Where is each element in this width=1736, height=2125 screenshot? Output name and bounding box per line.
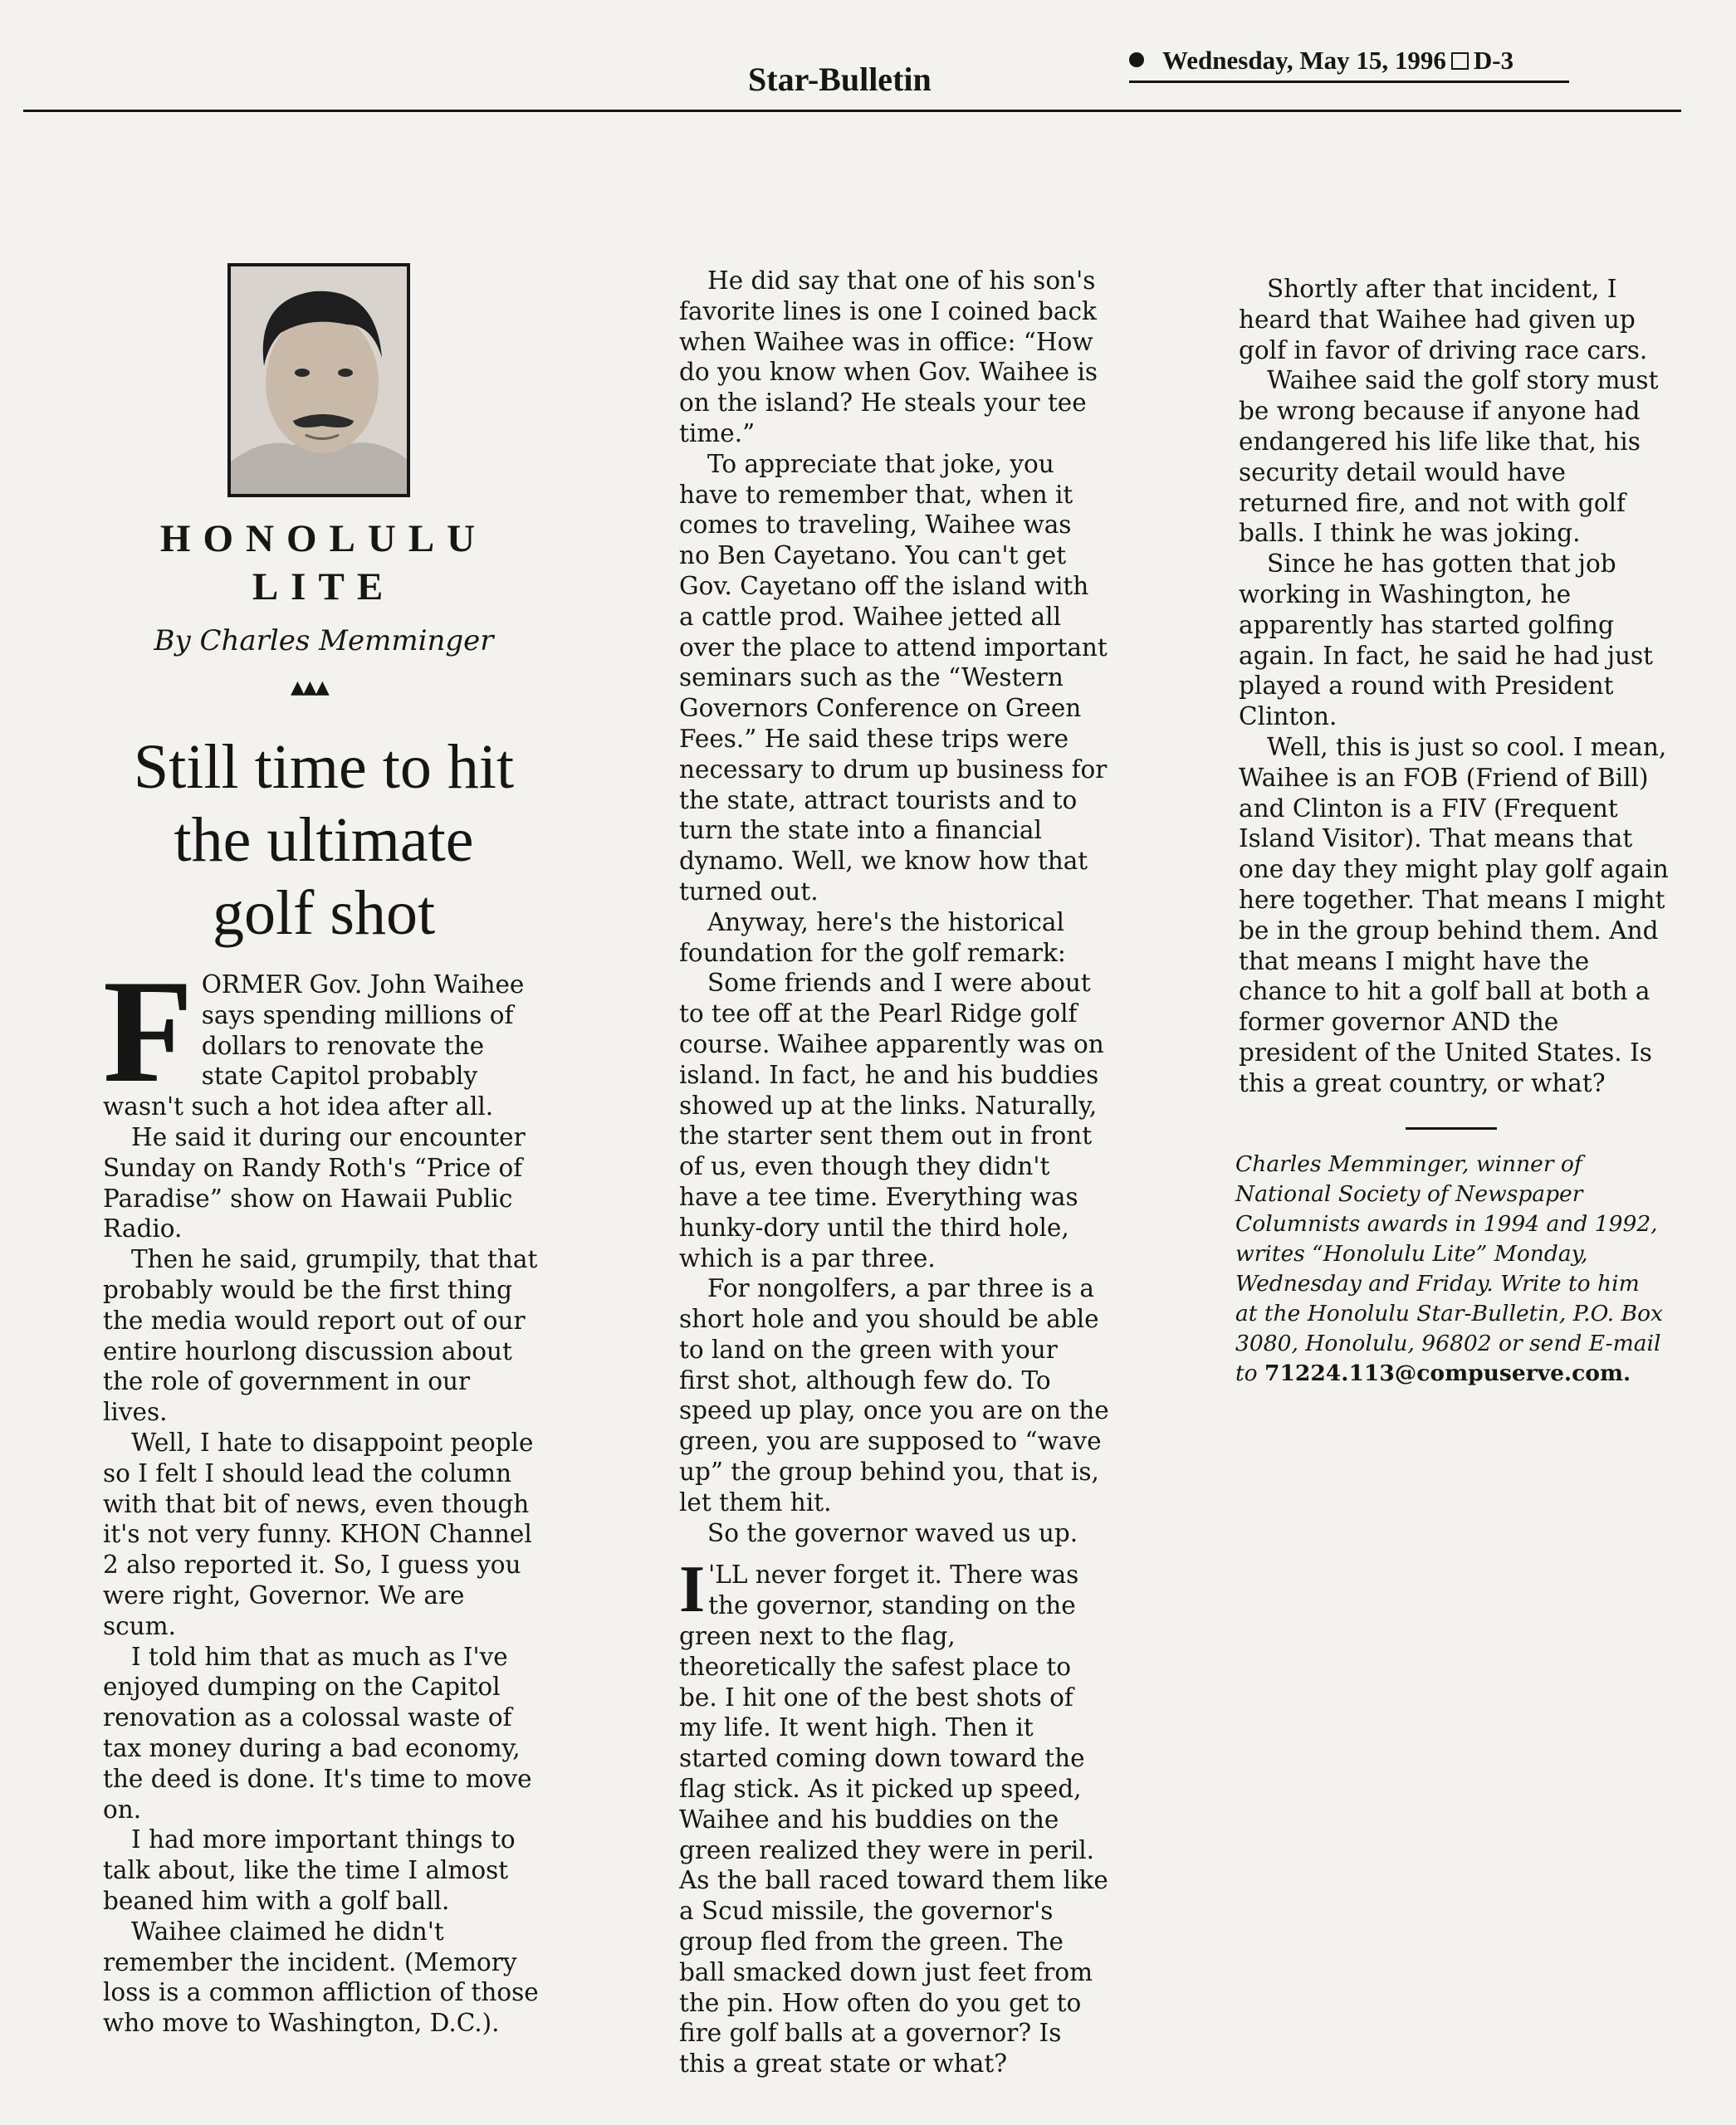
byline: By Charles Memminger bbox=[154, 624, 494, 657]
headline-line2: the ultimate bbox=[174, 805, 474, 875]
lead-paragraph bbox=[103, 949, 539, 1122]
paragraph: He did say that one of his son's favorite lines is one I coined back when Waihee was in office: “How do you know when Gov. Waihee is on the island? He steals your tee time.” bbox=[679, 266, 1098, 447]
paragraph: For nongolfers, a par three is a short hole and you should be able to land on the green with your first shot, although few do. To speed up play, once you are on the green, you are supposed to “wave up” the group behind you, that is, let them hit. bbox=[679, 1274, 1109, 1517]
page-number: D-3 bbox=[1473, 46, 1514, 75]
paragraph: He said it during our encounter Sunday on Randy Roth's “Price of Paradise” show on Hawaii Public Radio. bbox=[103, 1122, 526, 1243]
article-column-1 bbox=[103, 949, 539, 2039]
paragraph: Waihee claimed he didn't remember the incident. (Memory loss is a common affliction of those who move to Washington, D.C.). bbox=[103, 1917, 539, 2038]
date: Wednesday, May 15, 1996 bbox=[1162, 46, 1446, 75]
drop-cap: F bbox=[103, 949, 193, 1113]
paragraph: Well, I hate to disappoint people so I felt I should lead the column with that bit of news, even though it's not very funny. KHON Channel 2 also reported it. So, I guess you were right, Governor. We are scum. bbox=[103, 1428, 534, 1640]
article-column-2 bbox=[679, 266, 1109, 2079]
portrait-icon bbox=[231, 266, 407, 494]
paragraph: Anyway, here's the historical foundation for the golf remark: bbox=[679, 907, 1066, 967]
triangle-ornament-icon: ▲▲▲ bbox=[291, 677, 328, 698]
bullet-icon bbox=[1129, 52, 1144, 67]
article-column-3 bbox=[1239, 274, 1670, 1099]
bio-email: 71224.113@compuserve.com. bbox=[1264, 1360, 1631, 1386]
paragraph: Shortly after that incident, I heard that Waihee had given up golf in favor of driving race cars. bbox=[1239, 275, 1648, 364]
paragraph: I had more important things to talk about, like the time I almost beaned him with a golf ball. bbox=[103, 1825, 516, 1915]
paragraph: Some friends and I were about to tee off at the Pearl Ridge golf course. Waihee apparently was on island. In fact, he and his buddies showed up at the links. Naturally, the starter sent them out in front of us, even though they didn't have a tee time. Everything was hunky-dory until the third hole, which is a par three. bbox=[679, 969, 1104, 1273]
paragraph: I told him that as much as I've enjoyed dumping on the Capitol renovation as a colossal waste of tax money during a bad economy, the deed is done. It's time to move on. bbox=[103, 1642, 532, 1824]
masthead: Star-Bulletin bbox=[748, 61, 932, 98]
headline bbox=[83, 730, 565, 950]
column-title-line2: LITE bbox=[252, 565, 396, 608]
author-bio bbox=[1235, 1150, 1667, 1389]
paragraph: Since he has gotten that job working in Washington, he apparently has started golfing again. In fact, he said he had just played a round with President Clinton. bbox=[1239, 550, 1653, 731]
lead-text: ORMER Gov. John Waihee says spending millions of dollars to renovate the state Capitol probably wasn't such a hot idea after all. bbox=[103, 970, 525, 1121]
paragraph: Then he said, grumpily, that that probably would be the first thing the media would report out of our entire hourlong discussion about the role of government in our lives. bbox=[103, 1245, 538, 1427]
bio-text: Charles Memminger, winner of National Society of Newspaper Columnists awards in 1994 and 1992, writes “Honolulu Lite” Monday, Wednesday and Friday. Write to him at the Honolulu Star-Bulletin, P.O. Box 3080, Honolulu, 96802 or send E-mail to bbox=[1235, 1151, 1664, 1386]
section-paragraph bbox=[679, 1553, 1109, 2079]
bio-divider bbox=[1406, 1127, 1497, 1130]
columnist-photo bbox=[227, 263, 410, 497]
paragraph: Waihee said the golf story must be wrong because if anyone had endangered his life like that, his security detail would have returned fire, and not with golf balls. I think he was joking. bbox=[1239, 366, 1659, 548]
paragraph: Well, this is just so cool. I mean, Waihee is an FOB (Friend of Bill) and Clinton is a FIV (Frequent Island Visitor). That means that one day they might play golf again here together. That means I might be in the group behind them. And that means I might have the chance to hit a golf ball at both a former governor AND the president of the United States. Is this a great country, or what? bbox=[1239, 732, 1669, 1097]
dateline bbox=[1129, 46, 1569, 83]
paragraph: So the governor waved us up. bbox=[707, 1518, 1078, 1547]
box-icon bbox=[1451, 52, 1469, 70]
headline-line1: Still time to hit bbox=[133, 732, 515, 802]
paragraph: To appreciate that joke, you have to remember that, when it comes to traveling, Waihee was no Ben Cayetano. You can't get Gov. Cayetano off the island with a cattle prod. Waihee jetted all over the place to attend important seminars such as the “Western Governors Conference on Green Fees.” He said these trips were necessary to drum up business for the state, attract tourists and to turn the state into a financial dynamo. Well, we know how that turned out. bbox=[679, 449, 1108, 906]
headline-line3: golf shot bbox=[212, 878, 436, 948]
section-text: 'LL never forget it. There was the governor, standing on the green next to the flag, theoretically the safest place to be. I hit one of the best shots of my life. It went high. Then it started coming down toward the flag stick. As it picked up speed, Waihee and his buddies on the green realized they were in peril. As the ball raced toward them like a Scud missile, the governor's group fled from the green. The ball smacked down just feet from the pin. How often do you get to fire golf balls at a governor? Is this a great state or what? bbox=[679, 1561, 1108, 2079]
small-drop-cap: I bbox=[679, 1553, 706, 1627]
header-rule bbox=[23, 110, 1681, 112]
column-title-line1: HONOLULU bbox=[159, 517, 488, 560]
